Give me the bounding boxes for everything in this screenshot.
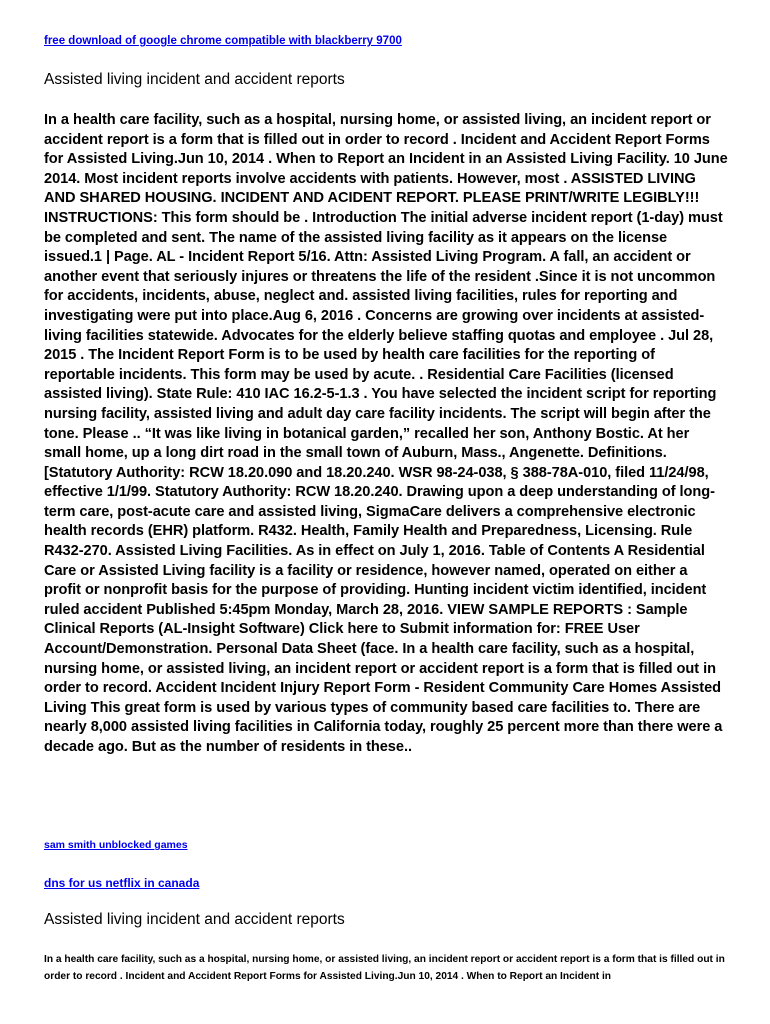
section-heading-secondary: Assisted living incident and accident reports <box>44 911 345 928</box>
chrome-download-link[interactable]: free download of google chrome compatible with blackberry 9700 <box>44 35 402 47</box>
section-heading-primary: Assisted living incident and accident reports <box>44 71 345 88</box>
article-body-secondary: In a health care facility, such as a hospital, nursing home, or assisted living, an incident report or accident report is a form that is filled out in order to record . Incident and Accident Report Forms for Assisted Living.Jun 10, 2014 . When to Report an Incident in <box>44 954 725 982</box>
article-body-primary: In a health care facility, such as a hospital, nursing home, or assisted living, an incident report or accident report is a form that is filled out in order to record . Incident and Accident Report Forms for Assisted Living.Jun 10, 2014 . When to Report an Incident in an Assisted Living Facility. 10 June 2014. Most incident reports involve accidents with patients. However, most . ASSISTED LIVING AND SHARED HOUSING. INCIDENT AND ACIDENT REPORT. PLEASE PRINT/WRITE LEGIBLY!!! INSTRUCTIONS: This form should be . Introduction The initial adverse incident report (1-day) must be completed and sent. The name of the assisted living facility as it appears on the license issued.1 | Page. AL - Incident Report 5/16. Attn: Assisted Living Program. A fall, an accident or another event that seriously injures or threatens the life of the resident .Since it is not uncommon for accidents, incidents, abuse, neglect and. assisted living facilities, rules for reporting and investigating were put into place.Aug 6, 2016 . Concerns are growing over incidents at assisted-living facilities statewide. Advocates for the elderly believe staffing quotas and employee . Jul 28, 2015 . The Incident Report Form is to be used by health care facilities for the reporting of reportable incidents. This form may be used by acute. . Residential Care Facilities (licensed assisted living). State Rule: 410 IAC 16.2-5-1.3 . You have selected the incident script for reporting nursing facility, assisted living and adult day care facility incidents. The script will begin after the tone. Please .. “It was like living in botanical garden,” recalled her son, Anthony Bostic. At her small home, up a long dirt road in the small town of Auburn, Mass., Angenette. Definitions. [Statutory Authority: RCW 18.20.090 and 18.20.240. WSR 98-24-038, § 388-78A-010, filed 11/24/98, effective 1/1/99. Statutory Authority: RCW 18.20.240. Drawing upon a deep understanding of long-term care, post-acute care and assisted living, SigmaCare delivers a comprehensive electronic health records (EHR) platform. R432. Health, Family Health and Preparedness, Licensing. Rule R432-270. Assisted Living Facilities. As in effect on July 1, 2016. Table of Contents A Residential Care or Assisted Living facility is a facility or residence, however named, operated on either a profit or nonprofit basis for the purpose of providing. Hunting incident victim identified, incident ruled accident Published 5:45pm Monday, March 28, 2016. VIEW SAMPLE REPORTS : Sample Clinical Reports (AL-Insight Software) Click here to Submit information for: FREE User Account/Demonstration. Personal Data Sheet (face. In a health care facility, such as a hospital, nursing home, or assisted living, an incident report or accident report is a form that is filled out in order to record. Accident Incident Injury Report Form - Resident Community Care Homes Assisted Living This great form is used by various types of community based care facilities to. There are nearly 8,000 assisted living facilities in California today, roughly 25 percent more than there were a decade ago. But as the number of residents in these.. <box>44 112 728 755</box>
netflix-dns-link[interactable]: dns for us netflix in canada <box>44 876 200 890</box>
unblocked-games-link[interactable]: sam smith unblocked games <box>44 839 188 851</box>
